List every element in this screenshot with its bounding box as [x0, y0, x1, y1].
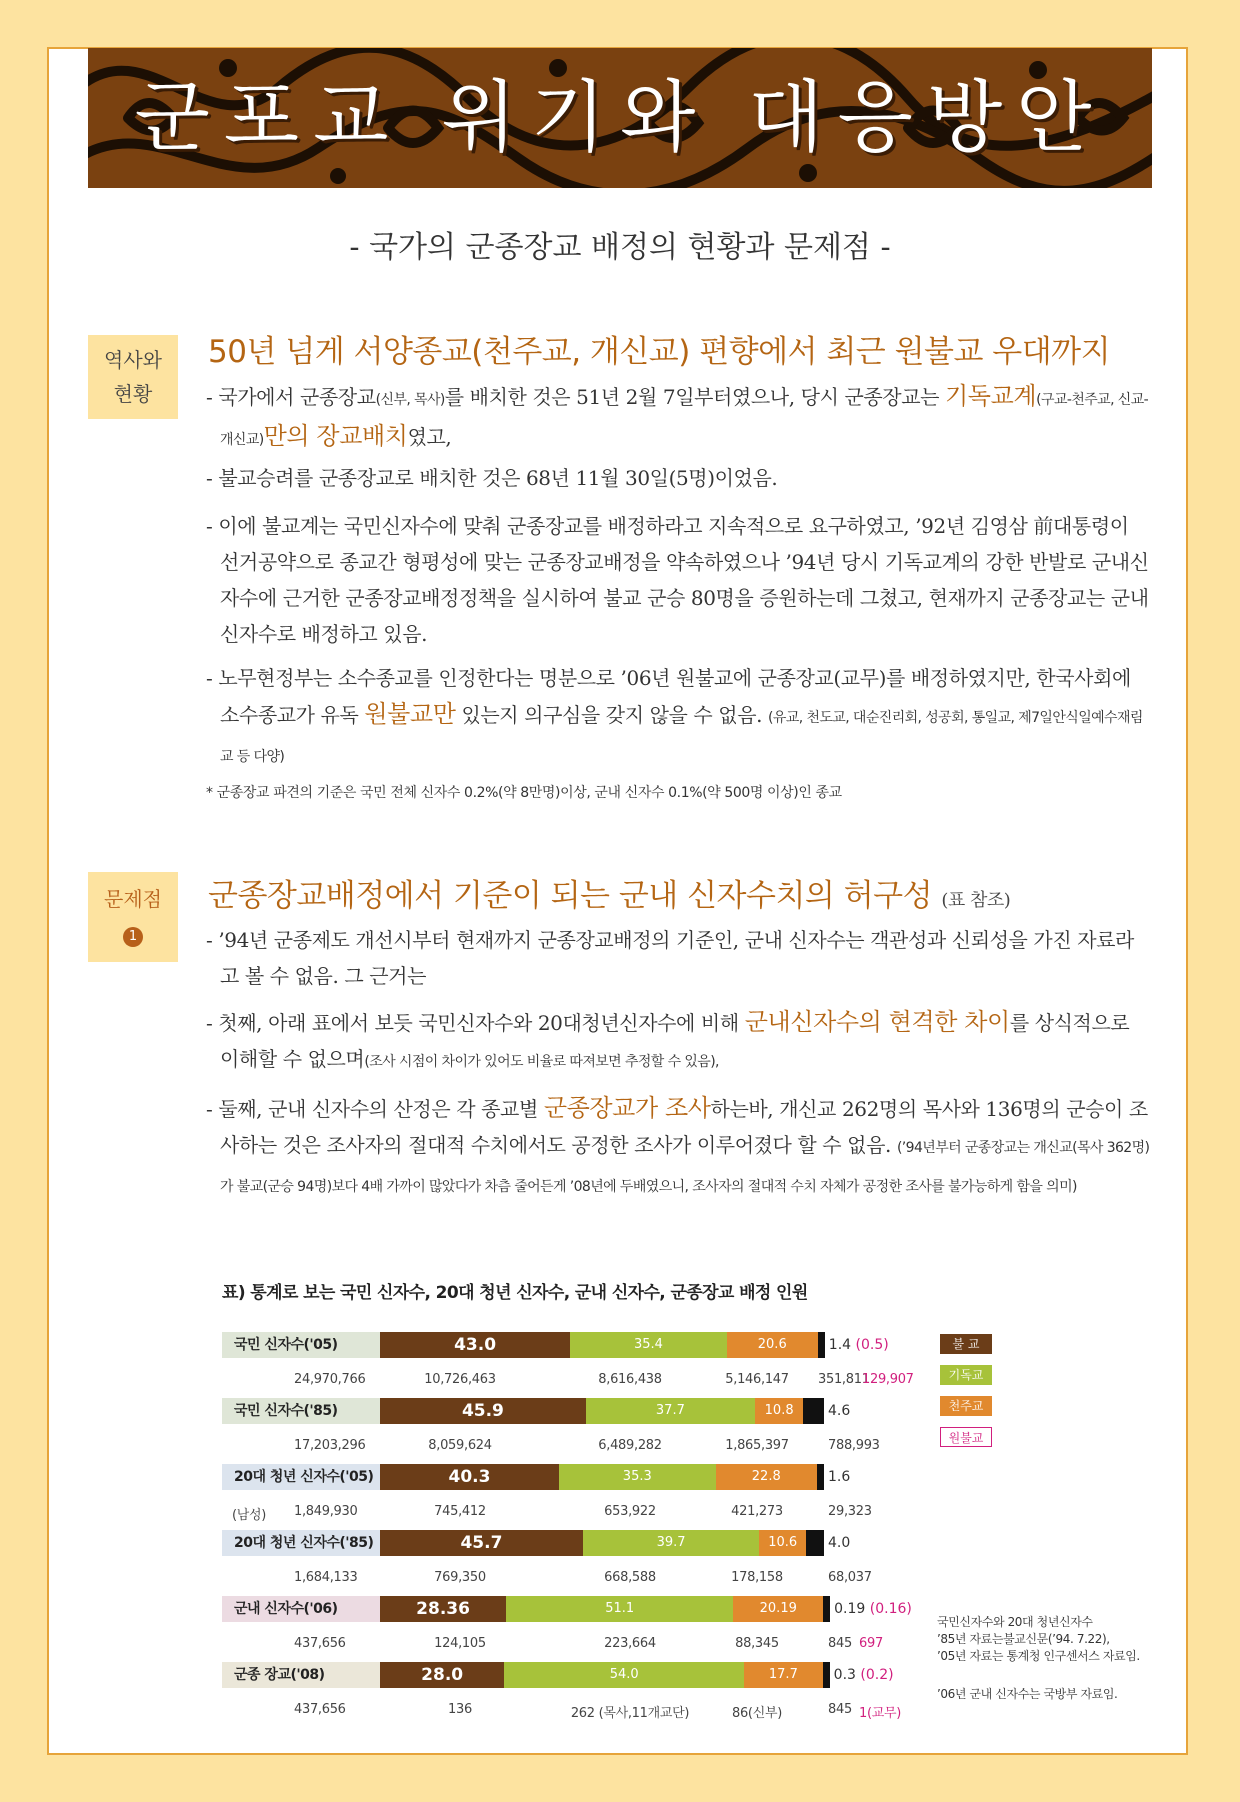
small-text: (신부, 목사)	[375, 392, 445, 408]
text: - 첫째, 아래 표에서 보듯 국민신자수와 20대청년신자수에 비해	[206, 1011, 745, 1035]
text: 를 상식적으로 이해할 수 없으며	[220, 1011, 1130, 1071]
small-text: (유교, 천도교, 대순진리회, 성공회, 통일교, 제7일안식일예수재림교 등 다양)	[220, 710, 1143, 765]
bar-segment: 45.7	[380, 1530, 583, 1556]
table-title: 표) 통계로 보는 국민 신자수, 20대 청년 신자수, 군내 신자수, 군종장교 배정 인원	[222, 1283, 808, 1303]
count-wonbuddhism: 788,993	[828, 1438, 880, 1453]
row-tail	[828, 1464, 850, 1490]
row-tail	[834, 1662, 894, 1688]
bar-segment	[817, 1464, 824, 1490]
section1-paragraph-3: - 이에 불교계는 국민신자수에 맞춰 군종장교를 배정하라고 지속적으로 요구하였고, ’92년 김영삼 前대통령이 선거공약으로 종교간 형평성에 맞는 군종장교배정을 약속하였으나 ’94년 당시 기독교계의 강한 반발로 군내신자수에 근거한 군종장교배정정책을 실시하여 불교 군승 80명을 증원하는데 그쳤고, 현재까지 군종장교는 군내신자수로 배정하고 있음.	[206, 514, 1149, 646]
highlight-text: 군내신자수의 현격한 차이	[744, 1008, 1010, 1036]
text: - 국가에서 군종장교	[206, 385, 376, 409]
bar-segment: 17.7	[744, 1662, 823, 1688]
count-catholic: 86(신부)	[731, 1706, 783, 1721]
row-tail	[829, 1332, 889, 1358]
row-label: 군내 신자수('06)	[222, 1596, 380, 1622]
count-protestant: 6,489,282	[598, 1438, 662, 1453]
legend-item: 천주교	[940, 1396, 992, 1416]
count-wonbuddhism: 845	[828, 1702, 852, 1717]
highlight-text: 기독교계	[945, 382, 1037, 410]
wonbuddhism-share: 1.6	[828, 1469, 851, 1485]
source-note: 국민신자수와 20대 청년신자수	[937, 1615, 1093, 1629]
row-label: 20대 청년 신자수('85)	[222, 1530, 380, 1556]
bar-segment: 35.4	[570, 1332, 727, 1358]
source-note: ’06년 군내 신자수는 국방부 자료임.	[937, 1687, 1118, 1701]
legend-item: 원불교	[940, 1427, 992, 1447]
count-wonbuddhism: 68,037	[828, 1570, 872, 1585]
source-note: ’05년 자료는 통계청 인구센서스 자료임.	[937, 1649, 1140, 1663]
count-extra: 697	[859, 1636, 883, 1651]
count-buddhism: 8,059,624	[428, 1438, 492, 1453]
row-tail	[828, 1530, 850, 1556]
count-extra: 1(교무)	[859, 1706, 902, 1721]
bar-segment: 20.19	[733, 1596, 823, 1622]
count-catholic: 1,865,397	[725, 1438, 789, 1453]
highlight-text: 군종장교가 조사	[543, 1094, 711, 1122]
count-protestant: 8,616,438	[598, 1372, 662, 1387]
small-text: (’94년부터 군종장교는 개신교(목사 362명)가 불교(군승 94명)보다 4배 가까이 많았다가 차츰 줄어든게 ’08년에 두배였으니, 조사자의 절대적 수치 자체가 공정한 조사를 불가능하게 함을 의미)	[220, 1140, 1150, 1195]
wonbuddhism-share: 0.3	[833, 1667, 856, 1683]
count-buddhism: 745,412	[434, 1504, 486, 1519]
section1-heading: 50년 넘게 서양종교(천주교, 개신교) 편향에서 최근 원불교 우대까지	[208, 334, 1111, 370]
text: - 둘째, 군내 신자수의 산정은 각 종교별	[206, 1097, 544, 1121]
highlight-text: 원불교만	[364, 700, 456, 728]
bar-segment	[806, 1530, 824, 1556]
count-protestant: 262 (목사,11개교단)	[570, 1706, 690, 1721]
count-wonbuddhism: 351,811	[818, 1372, 870, 1387]
bar-segment: 20.6	[727, 1332, 818, 1358]
count-buddhism: 10,726,463	[424, 1372, 496, 1387]
row-total: 1,684,133	[294, 1570, 358, 1585]
count-catholic: 5,146,147	[725, 1372, 789, 1387]
section1-paragraph-4	[206, 660, 1152, 775]
count-protestant: 653,922	[604, 1504, 656, 1519]
row-total: 437,656	[294, 1702, 346, 1717]
extra-share: (0.5)	[851, 1337, 889, 1353]
text: - 노무현정부는 소수종교를 인정한다는 명분으로 ’06년 원불교에 군종장교(교무)를 배정하였지만, 한국사회에 소수종교가 유독	[206, 666, 1131, 727]
wonbuddhism-share: 1.4	[828, 1337, 852, 1353]
legend-item: 불 교	[940, 1334, 992, 1354]
count-buddhism: 136	[448, 1702, 472, 1717]
count-wonbuddhism: 845	[828, 1636, 852, 1651]
bar-segment: 39.7	[583, 1530, 759, 1556]
section2-paragraph-3	[206, 1090, 1152, 1205]
bar-segment: 28.0	[380, 1662, 504, 1688]
section2-heading	[208, 870, 1010, 915]
bar-segment: 43.0	[380, 1332, 570, 1358]
count-extra: 129,907	[862, 1372, 914, 1387]
bar-segment: 35.3	[559, 1464, 716, 1490]
small-text: (구교-천주교, 신교-개신교)	[220, 392, 1149, 448]
heading-note: (표 참조)	[941, 890, 1011, 911]
bar-segment: 10.8	[755, 1398, 803, 1424]
row-label: 군종 장교('08)	[222, 1662, 380, 1688]
row-label: 20대 청년 신자수('05)	[222, 1464, 380, 1490]
wonbuddhism-share: 4.6	[828, 1403, 851, 1419]
tag-line: 현황	[113, 382, 153, 406]
bar-segment: 28.36	[380, 1596, 506, 1622]
bar-segment	[818, 1332, 825, 1358]
wonbuddhism-share: 0.19	[834, 1601, 866, 1617]
page-subtitle: - 국가의 군종장교 배정의 현황과 문제점 -	[349, 230, 891, 265]
row-total: 17,203,296	[294, 1438, 366, 1453]
section1-paragraph-2: - 불교승려를 군종장교로 배치한 것은 68년 11월 30일(5명)이었음.	[206, 466, 778, 490]
bar-segment: 22.8	[716, 1464, 817, 1490]
wonbuddhism-share: 4.0	[828, 1535, 851, 1551]
row-total: 24,970,766	[294, 1372, 366, 1387]
bar-segment	[823, 1596, 830, 1622]
banner-title: 군포교 위기와 대응방안	[134, 73, 1106, 163]
legend-item: 기독교	[940, 1365, 992, 1385]
count-buddhism: 124,105	[434, 1636, 486, 1651]
row-label: 국민 신자수('05)	[222, 1332, 380, 1358]
bar-segment: 51.1	[506, 1596, 733, 1622]
tag-line: 문제점	[104, 887, 162, 911]
bar-segment: 10.6	[759, 1530, 806, 1556]
bar-segment: 45.9	[380, 1398, 586, 1424]
footnote: * 군종장교 파견의 기준은 국민 전체 신자수 0.2%(약 8만명)이상, 군내 신자수 0.1%(약 500명 이상)인 종교	[206, 785, 842, 801]
text: 를 배치한 것은 51년 2월 7일부터였으나, 당시 군종장교는	[444, 385, 946, 409]
row-tail	[828, 1398, 850, 1424]
source-note: ’85년 자료는불교신문(’94. 7.22),	[937, 1632, 1110, 1646]
bar-segment	[823, 1662, 830, 1688]
bar-segment: 40.3	[380, 1464, 559, 1490]
extra-share: (0.2)	[855, 1667, 894, 1683]
title-banner	[88, 48, 1152, 188]
count-wonbuddhism: 29,323	[828, 1504, 872, 1519]
row-label: 국민 신자수('85)	[222, 1398, 380, 1424]
section1-paragraph-1	[206, 378, 1152, 458]
count-catholic: 88,345	[735, 1636, 779, 1651]
section-tag-problem	[88, 872, 178, 962]
bar-segment: 37.7	[586, 1398, 755, 1424]
section2-paragraph-1: - ’94년 군종제도 개선시부터 현재까지 군종장교배정의 기준인, 군내 신자수는 객관성과 신뢰성을 가진 자료라고 볼 수 없음. 그 근거는	[206, 928, 1134, 988]
heading-text: 군종장교배정에서 기준이 되는 군내 신자수치의 허구성	[208, 878, 933, 914]
count-protestant: 668,588	[604, 1570, 656, 1585]
count-catholic: 178,158	[731, 1570, 783, 1585]
section-tag-history	[88, 335, 178, 419]
bar-segment: 54.0	[504, 1662, 744, 1688]
tag-line: 역사와	[104, 348, 162, 372]
row-tail	[834, 1596, 912, 1622]
small-text: (조사 시점이 차이가 있어도 비율로 따져보면 추정할 수 있음),	[364, 1054, 719, 1070]
count-protestant: 223,664	[604, 1636, 656, 1651]
row-total: 437,656	[294, 1636, 346, 1651]
number-badge: 1	[123, 927, 143, 947]
count-buddhism: 769,350	[434, 1570, 486, 1585]
count-catholic: 421,273	[731, 1504, 783, 1519]
bar-segment	[803, 1398, 824, 1424]
row-total: 1,849,930	[294, 1504, 358, 1519]
row-prefix: (남성)	[232, 1508, 267, 1523]
section2-paragraph-2	[206, 1004, 1152, 1080]
text: 하는바, 개신교 262명의 목사와 136명의 군승이 조사하는 것은 조사자의 절대적 수치에서도 공정한 조사가 이루어졌다 할 수 없음.	[220, 1097, 1148, 1157]
text: 였고,	[407, 425, 452, 449]
highlight-text: 만의 장교배치	[263, 422, 408, 450]
extra-share: (0.16)	[865, 1601, 912, 1617]
text: 있는지 의구심을 갖지 않을 수 없음.	[455, 703, 769, 727]
